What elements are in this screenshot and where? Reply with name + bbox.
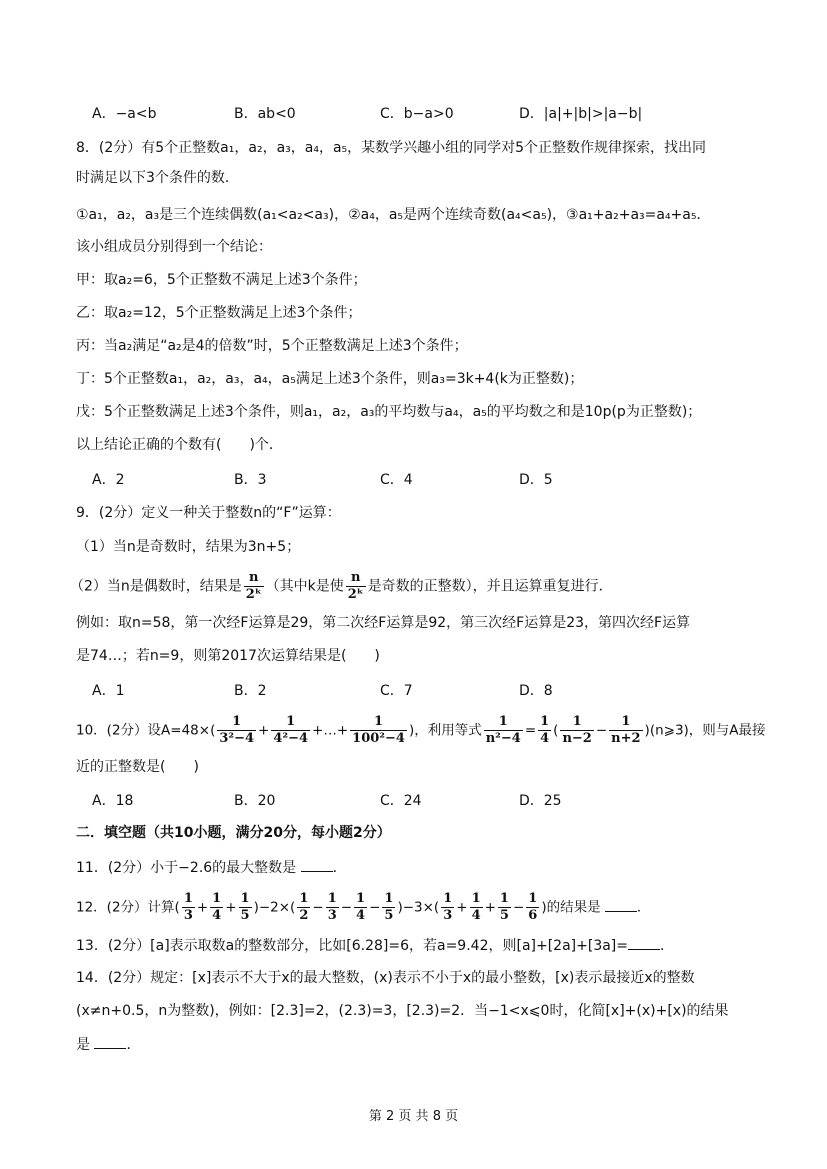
q8-line-4: 该小组成员分别得到一个结论： — [76, 239, 272, 255]
q13-text: 13．(2分）[a]表示取数a的整数部分，比如[6.28]=6，若a=9.42，则[a]+[2a]+[3a]= — [76, 938, 628, 954]
q10-option-a[interactable]: A．18 — [92, 793, 134, 809]
q12-frac-a1-num: 1 — [183, 891, 193, 906]
q12-post: )的结果是 — [541, 899, 601, 916]
q12-frac-c1-num: 1 — [443, 891, 453, 906]
q10-plus-2: +…+ — [312, 722, 349, 739]
q10-fraction-1-numerator: 1 — [217, 714, 256, 731]
q12-frac-c2-num: 1 — [471, 891, 481, 906]
q7-option-c[interactable]: C．b−a>0 — [380, 106, 454, 122]
page-footer: 第 2 页 共 8 页 — [368, 1109, 459, 1124]
q12-op: + — [456, 899, 468, 916]
q12-op: + — [196, 899, 209, 916]
q10-option-c[interactable]: C．24 — [380, 793, 422, 809]
q10-plus-1: + — [258, 722, 270, 739]
q12-frac-a3 — [239, 891, 252, 924]
q10-fraction-3 — [350, 714, 407, 747]
q9-option-c[interactable]: C．7 — [380, 683, 413, 699]
q8-option-d[interactable]: D．5 — [519, 472, 553, 488]
q12-frac-c4 — [526, 891, 539, 924]
q10-minus: − — [595, 722, 608, 739]
q11-text: 11．(2分）小于−2.6的最大整数是 — [76, 860, 297, 876]
q10-fraction-2-denominator: 4²−4 — [273, 731, 309, 746]
q12-frac-c1 — [441, 891, 454, 924]
q14-line-3 — [76, 1034, 140, 1055]
q13-answer-blank[interactable] — [628, 935, 660, 950]
q12-frac-c2-den: 4 — [471, 908, 481, 923]
q12-frac-b2 — [326, 891, 339, 924]
q10-fraction-4-denominator: n²−4 — [485, 731, 521, 746]
q12-frac-c2 — [470, 891, 483, 924]
q12-frac-a2-num: 1 — [212, 891, 222, 906]
q10-line-2: 近的正整数是( ) — [76, 759, 199, 775]
q10-fraction-5 — [538, 714, 551, 747]
q10-fraction-2-numerator: 1 — [271, 714, 310, 731]
q8-line-10: 以上结论正确的个数有( )个． — [76, 437, 283, 453]
q7-option-b[interactable]: B．ab<0 — [234, 106, 296, 122]
q10-fraction-6-numerator: 1 — [560, 714, 593, 731]
q12-frac-b1 — [297, 891, 310, 924]
q12-frac-b4-den: 5 — [384, 908, 394, 923]
q8-option-a[interactable]: A．2 — [92, 472, 125, 488]
q10-line-1 — [76, 714, 766, 747]
q12-frac-b3-den: 4 — [356, 908, 366, 923]
q10-fraction-6-denominator: n−2 — [562, 731, 592, 746]
q13-line — [76, 935, 674, 956]
q9-line-3-mid: （其中k是使 — [265, 578, 344, 595]
q9-line-3 — [70, 570, 613, 603]
section-2-heading: 二．填空题（共10小题，满分20分，每小题2分） — [76, 825, 391, 841]
q10-fraction-1-denominator: 3²−4 — [219, 731, 255, 746]
q8-line-2: 时满足以下3个条件的数． — [76, 170, 239, 186]
q12-frac-c4-den: 6 — [528, 908, 538, 923]
q10-fraction-5-denominator: 4 — [540, 731, 550, 746]
q7-option-d[interactable]: D．|a|+|b|>|a−b| — [519, 106, 643, 122]
q12-frac-a2 — [210, 891, 223, 924]
q12-frac-a1 — [182, 891, 195, 924]
q10-fraction-2 — [271, 714, 310, 747]
q8-line-5: 甲：取a₂=6，5个正整数不满足上述3个条件； — [76, 272, 367, 288]
q12-frac-b3-num: 1 — [356, 891, 366, 906]
q9-option-b[interactable]: B．2 — [234, 683, 267, 699]
q12-op: + — [484, 899, 496, 916]
q10-post: )(n⩾3)，则与A最接 — [644, 722, 766, 739]
q12-frac-b4-num: 1 — [384, 891, 394, 906]
q9-option-a[interactable]: A．1 — [92, 683, 125, 699]
q11-answer-blank[interactable] — [301, 857, 333, 872]
q12-frac-c3-num: 1 — [499, 891, 509, 906]
q12-op: − — [340, 899, 353, 916]
q10-fraction-3-numerator: 1 — [350, 714, 407, 731]
q12-frac-b2-den: 3 — [327, 908, 337, 923]
q9-fraction-1-numerator: n — [244, 570, 264, 587]
q12-frac-b4 — [382, 891, 395, 924]
q12-op: − — [369, 899, 381, 916]
q12-answer-blank[interactable] — [605, 897, 637, 912]
q10-mid: )，利用等式 — [408, 722, 482, 739]
q10-fraction-5-numerator: 1 — [540, 714, 550, 729]
q9-fraction-1 — [244, 570, 264, 603]
q10-fraction-6 — [560, 714, 593, 747]
q8-line-8: 丁：5个正整数a₁，a₂，a₃，a₄，a₅满足上述3个条件，则a₃=3k+4(k为正整数)； — [76, 371, 584, 387]
q10-paren: ( — [553, 722, 559, 739]
q12-line — [76, 891, 650, 924]
q13-period: ． — [660, 938, 674, 954]
q10-fraction-7-denominator: n+2 — [611, 731, 641, 746]
q10-fraction-4 — [484, 714, 523, 747]
q10-equals: = — [524, 722, 537, 739]
q12-frac-b3 — [354, 891, 367, 924]
q9-line-1: 9．(2分）定义一种关于整数n的“F”运算： — [76, 505, 341, 521]
q14-answer-blank[interactable] — [94, 1034, 126, 1049]
q11-line — [76, 857, 347, 878]
q12-frac-a1-den: 3 — [183, 908, 193, 923]
q9-line-3-post: 是奇数的正整数），并且运算重复进行． — [367, 578, 613, 595]
q12-period: ． — [636, 899, 651, 916]
q9-fraction-1-denominator: 2ᵏ — [245, 587, 262, 602]
q10-pre: 10．(2分）设A=48×( — [76, 722, 216, 739]
q8-option-b[interactable]: B．3 — [234, 472, 267, 488]
q10-fraction-7-numerator: 1 — [609, 714, 642, 731]
q12-pre: 12．(2分）计算( — [76, 899, 180, 916]
q8-line-9: 戊：5个正整数满足上述3个条件，则a₁，a₂，a₃的平均数与a₄，a₅的平均数之和是10p(p为正整数)； — [76, 404, 702, 420]
q14-line-2: (x≠n+0.5，n为整数)，例如：[2.3]=2，(2.3)=3，[2.3)=2．当−1<x⩽0时，化简[x]+(x)+[x)的结果 — [76, 1003, 729, 1019]
q9-fraction-2 — [346, 570, 366, 603]
q12-frac-b2-num: 1 — [327, 891, 337, 906]
q9-line-4: 例如：取n=58，第一次经F运算是29，第二次经F运算是92，第三次经F运算是23，第四次经F运算 — [76, 615, 691, 631]
q8-line-3: ①a₁，a₂，a₃是三个连续偶数(a₁<a₂<a₃)，②a₄，a₅是两个连续奇数(a₄<a₅)，③a₁+a₂+a₃=a₄+a₅． — [76, 207, 711, 223]
q9-line-3-pre: （2）当n是偶数时，结果是 — [70, 578, 242, 595]
q8-line-6: 乙：取a₂=12，5个正整数满足上述3个条件； — [76, 305, 362, 321]
q12-frac-c1-den: 3 — [443, 908, 453, 923]
q12-frac-a3-num: 1 — [240, 891, 250, 906]
q9-line-5: 是74…；若n=9，则第2017次运算结果是( ) — [76, 648, 380, 664]
q12-op: − — [512, 899, 525, 916]
q10-fraction-7 — [609, 714, 642, 747]
q12-frac-a3-den: 5 — [240, 908, 250, 923]
q10-fraction-1 — [217, 714, 256, 747]
q12-mid-2: )−3×( — [397, 899, 440, 916]
q9-fraction-2-numerator: n — [346, 570, 366, 587]
q12-op: + — [225, 899, 237, 916]
q7-option-a[interactable]: A．−a<b — [92, 106, 157, 122]
q9-option-d[interactable]: D．8 — [519, 683, 553, 699]
q10-option-b[interactable]: B．20 — [234, 793, 276, 809]
q12-frac-c3 — [498, 891, 511, 924]
q12-op: − — [312, 899, 324, 916]
q8-option-c[interactable]: C．4 — [380, 472, 413, 488]
q12-mid-1: )−2×( — [253, 899, 296, 916]
q12-frac-b1-num: 1 — [299, 891, 309, 906]
q10-fraction-4-numerator: 1 — [484, 714, 523, 731]
q9-fraction-2-denominator: 2ᵏ — [347, 587, 364, 602]
q12-frac-a2-den: 4 — [212, 908, 222, 923]
q8-line-1: 8．(2分）有5个正整数a₁，a₂，a₃，a₄，a₅，某数学兴趣小组的同学对5个正整数作规律探索，找出同 — [76, 140, 707, 156]
q12-frac-b1-den: 2 — [299, 908, 309, 923]
q12-frac-c4-num: 1 — [528, 891, 538, 906]
q9-line-2: （1）当n是奇数时，结果为3n+5； — [76, 539, 301, 555]
q10-option-d[interactable]: D．25 — [519, 793, 562, 809]
q11-period: ． — [332, 860, 347, 876]
q14-period: ． — [126, 1037, 141, 1053]
q14-line-3-pre: 是 — [76, 1037, 90, 1053]
q10-fraction-3-denominator: 100²−4 — [352, 731, 405, 746]
q14-line-1: 14．(2分）规定：[x]表示不大于x的最大整数，(x)表示不小于x的最小整数，[x)表示最接近x的整数 — [76, 970, 695, 986]
q12-frac-c3-den: 5 — [499, 908, 509, 923]
q8-line-7: 丙：当a₂满足“a₂是4的倍数”时，5个正整数满足上述3个条件； — [76, 338, 468, 354]
